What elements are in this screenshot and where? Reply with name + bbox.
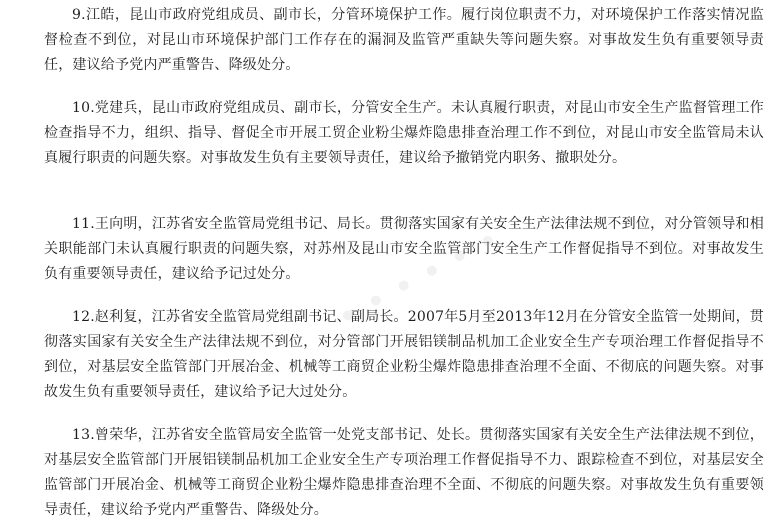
- paragraph-10-dang-jianbing: 10.党建兵，昆山市政府党组成员、副市长，分管安全生产。未认真履行职责，对昆山市安全生产监督管理工作检查指导不力，组织、指导、督促全市开展工贸企业粉尘爆炸隐患排查治理工作不到位，对昆山市安全监管局未认真履行职责的问题失察。对事故发生负有主要领导责任，建议给予撤销党内职务、撤职处分。: [44, 100, 764, 166]
- paragraph-12-zhao-lifu: 12.赵利复，江苏省安全监管局党组副书记、副局长。2007年5月至2013年12月在分管安全监管一处期间，贯彻落实国家有关安全生产法律法规不到位，对分管部门开展铝镁制品机加工企业安全生产专项治理工作督促指导不到位，对基层安全监管部门开展冶金、机械等工商贸企业粉尘爆炸隐患排查治理不全面、不彻底的问题失察。对事故发生负有重要领导责任，建议给予记大过处分。: [44, 309, 764, 400]
- paragraph-13-zeng-ronghua: 13.曾荣华，江苏省安全监管局安全监管一处党支部书记、处长。贯彻落实国家有关安全生产法律法规不到位，对基层安全监管部门开展铝镁制品机加工企业安全生产专项治理工作督促指导不力、跟踪检查不到位，对基层安全监管部门开展冶金、机械等工商贸企业粉尘爆炸隐患排查治理不全面、不彻底的问题失察。对事故发生负有重要领导责任，建议给予党内严重警告、降级处分。: [44, 427, 764, 518]
- faint-watermark: • • • • • •: [332, 222, 506, 335]
- paragraph-11-wang-xiangming: 11.王向明，江苏省安全监管局党组书记、局长。贯彻落实国家有关安全生产法律法规不到位，对分管领导和相关职能部门未认真履行职责的问题失察，对苏州及昆山市安全监管部门安全生产工作督促指导不到位。对事故发生负有重要领导责任，建议给予记过处分。: [44, 216, 764, 282]
- paragraph-9-jiang-hao: 9.江皓，昆山市政府党组成员、副市长，分管环境保护工作。履行岗位职责不力，对环境保护工作落实情况监督检查不到位，对昆山市环境保护部门工作存在的漏洞及监管严重缺失等问题失察。对事故发生负有重要领导责任，建议给予党内严重警告、降级处分。: [44, 7, 764, 73]
